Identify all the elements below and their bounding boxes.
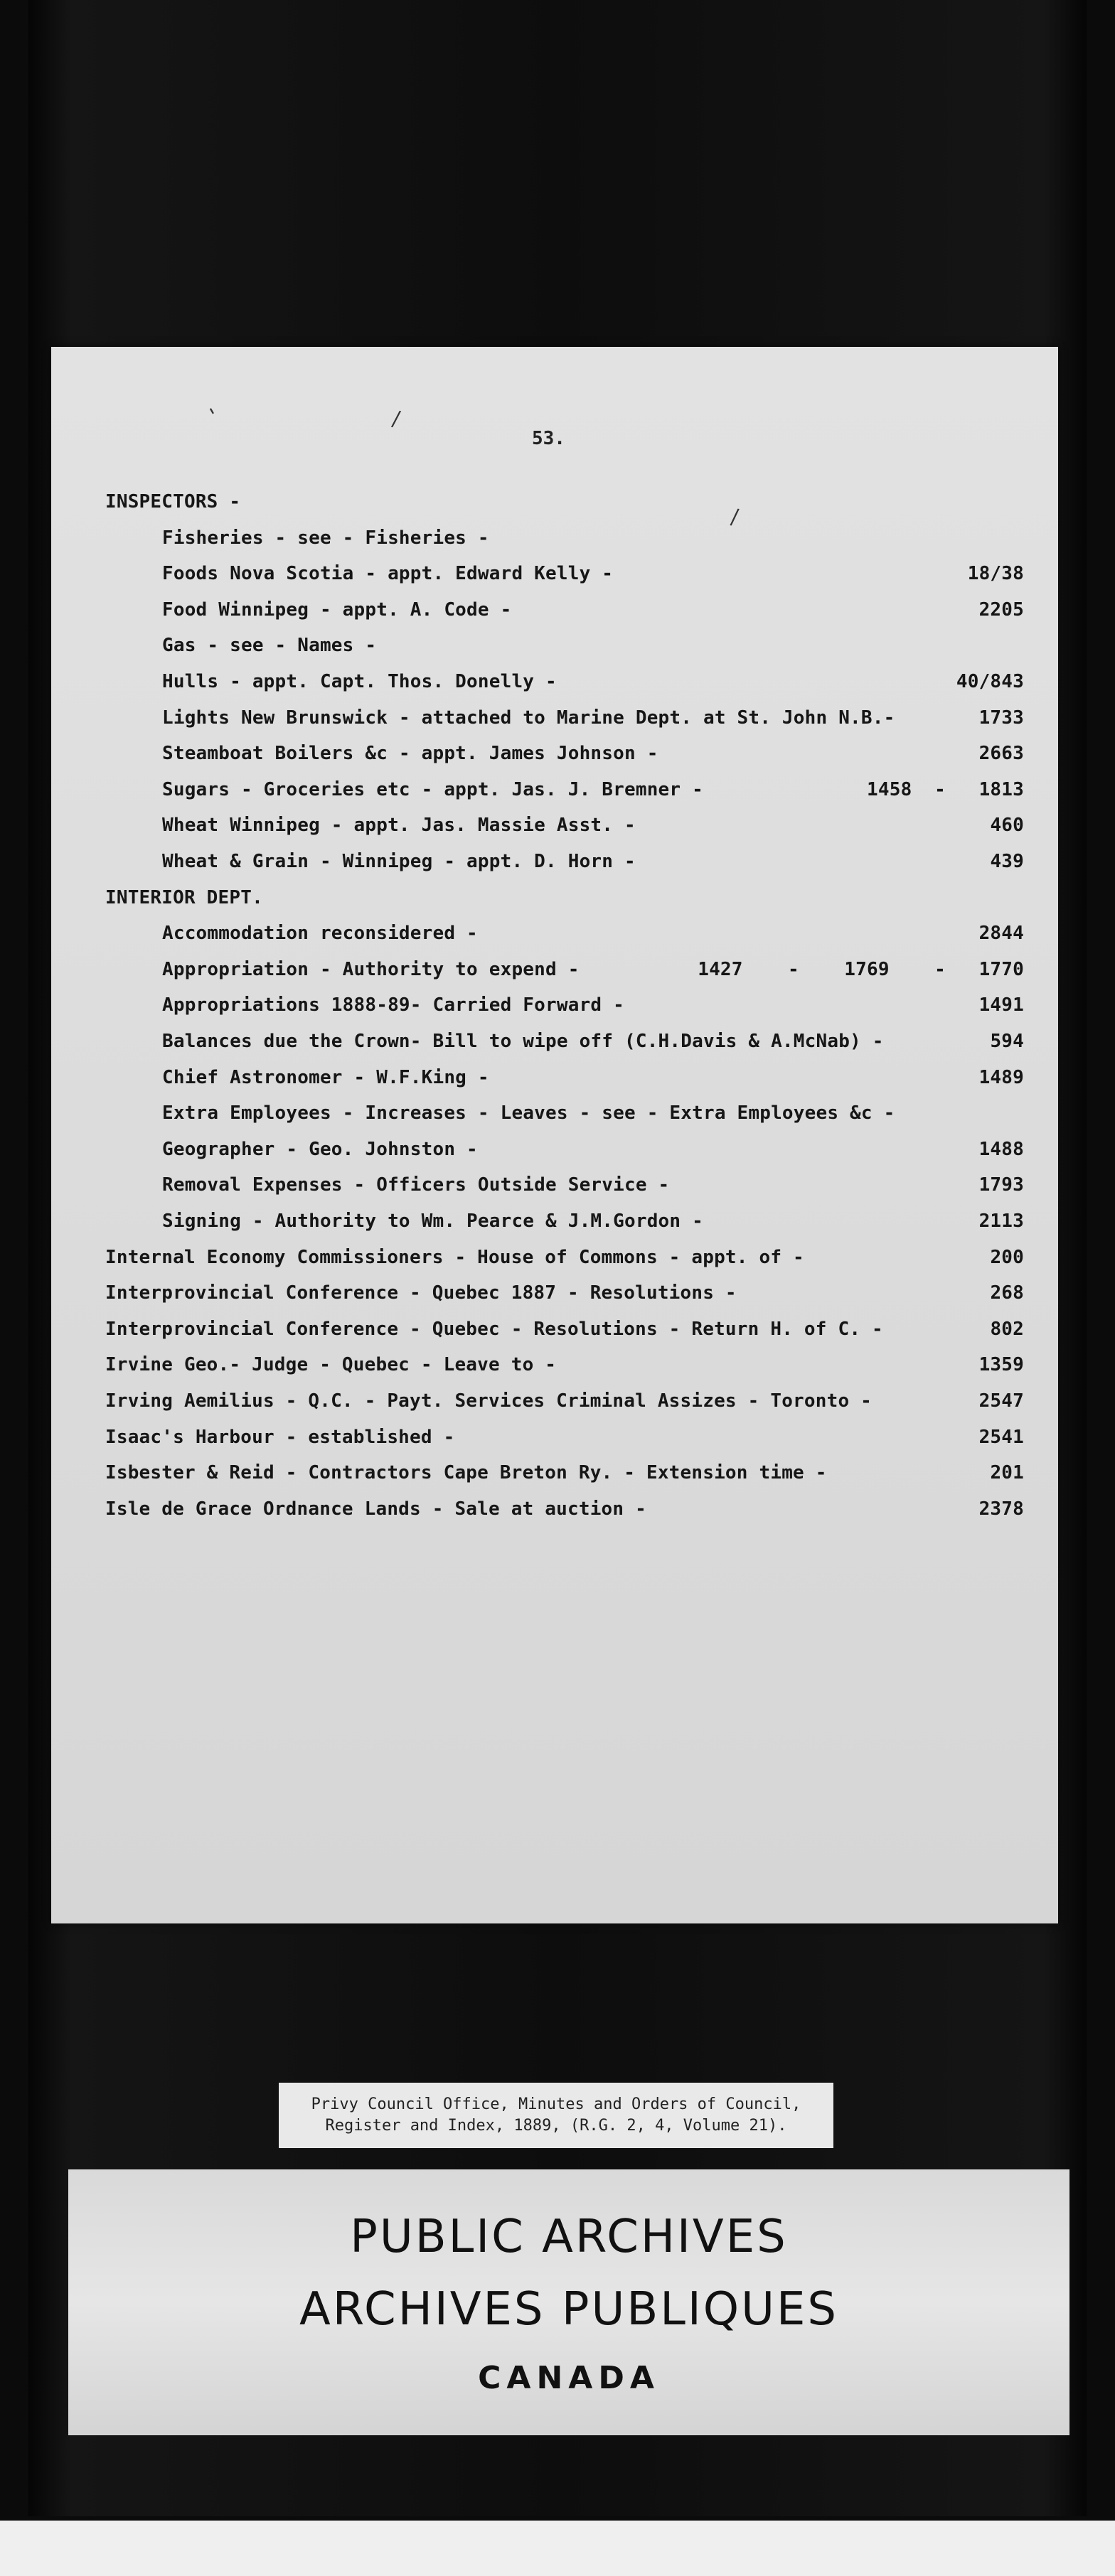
entry-text: Interprovincial Conference - Quebec 1887 - Resolutions - — [105, 1282, 737, 1304]
page-number: 53. — [532, 428, 565, 449]
entry-text: Isaac's Harbour - established - — [105, 1426, 455, 1448]
entry-text: Signing - Authority to Wm. Pearce & J.M.Gordon - — [162, 1211, 703, 1232]
entry-text: INTERIOR DEPT. — [105, 886, 263, 908]
entry-page-number: 200 — [990, 1246, 1024, 1268]
entry-page-number: 2205 — [978, 599, 1024, 621]
index-entry — [162, 1027, 1024, 1056]
entry-text: Extra Employees - Increases - Leaves - see - Extra Employees &c - — [162, 1102, 895, 1125]
entry-page-number: 40/843 — [956, 671, 1024, 692]
entry-page-number: 1491 — [978, 994, 1024, 1016]
entry-page-number: 1770 — [978, 958, 1024, 980]
pencil-mark: / — [390, 406, 402, 432]
index-entry — [162, 991, 1024, 1019]
bottom-strip — [0, 2521, 1115, 2576]
entry-page-number: 460 — [990, 815, 1024, 837]
entry-page-number: 439 — [990, 851, 1024, 872]
entry-text: Wheat Winnipeg - appt. Jas. Massie Asst. - — [162, 815, 636, 837]
entry-page-number: 2113 — [978, 1211, 1024, 1232]
index-entry — [162, 1099, 1024, 1127]
plaque-line-3: CANADA — [478, 2360, 660, 2396]
index-entry — [105, 1423, 1024, 1451]
entry-page-number: 1489 — [978, 1066, 1024, 1088]
entry-text: Wheat & Grain - Winnipeg - appt. D. Horn - — [162, 851, 636, 872]
caption-line-2: Register and Index, 1889, (R.G. 2, 4, Volume 21). — [325, 2117, 787, 2135]
entry-page-refs: 1458 - — [867, 778, 946, 800]
index-entry — [162, 739, 1024, 768]
entry-text: Internal Economy Commissioners - House of Commons - appt. of - — [105, 1246, 804, 1268]
index-entry — [162, 811, 1024, 839]
index-entry — [105, 1387, 1024, 1415]
entry-page-number: 2541 — [978, 1426, 1024, 1448]
entry-text: Chief Astronomer - W.F.King - — [162, 1066, 489, 1088]
index-entry — [105, 488, 1024, 516]
entry-text: Foods Nova Scotia - appt. Edward Kelly - — [162, 563, 614, 585]
index-entry — [105, 1315, 1024, 1343]
entry-text: Food Winnipeg - appt. A. Code - — [162, 599, 512, 621]
entry-page-number: 18/38 — [967, 563, 1024, 585]
entry-text: Lights New Brunswick - attached to Marine Dept. at St. John N.B.- — [162, 707, 895, 729]
entry-text: Isbester & Reid - Contractors Cape Breton Ry. - Extension time - — [105, 1462, 827, 1484]
index-entry — [162, 1135, 1024, 1164]
entry-text: Removal Expenses - Officers Outside Service - — [162, 1174, 670, 1196]
entry-page-number: 2378 — [978, 1498, 1024, 1520]
entry-text: Interprovincial Conference - Quebec - Resolutions - Return H. of C. - — [105, 1318, 883, 1340]
index-entry — [162, 1063, 1024, 1092]
entry-page-number: 2547 — [978, 1390, 1024, 1412]
entry-text: Accommodation reconsidered - — [162, 923, 478, 945]
archives-plaque — [68, 2169, 1069, 2435]
entry-page-number: 1813 — [978, 778, 1024, 800]
index-entry — [105, 1351, 1024, 1379]
entry-page-number: 802 — [990, 1318, 1024, 1340]
index-entry — [105, 1495, 1024, 1523]
index-entry — [162, 776, 1024, 804]
archive-caption — [279, 2083, 833, 2148]
entry-page-number: 2663 — [978, 743, 1024, 765]
index-entry — [162, 1207, 1024, 1235]
entry-text: Irvine Geo.- Judge - Quebec - Leave to - — [105, 1354, 557, 1376]
entry-text: Hulls - appt. Capt. Thos. Donelly - — [162, 671, 557, 692]
entry-page-number: 1733 — [978, 707, 1024, 729]
index-entry — [162, 1171, 1024, 1199]
entry-text: Sugars - Groceries etc - appt. Jas. J. Bremner - — [162, 778, 703, 800]
pencil-mark: / — [729, 504, 740, 530]
entry-page-number: 201 — [990, 1462, 1024, 1484]
entry-page-number: 1793 — [978, 1174, 1024, 1196]
entry-text: Irving Aemilius - Q.C. - Payt. Services Criminal Assizes - Toronto - — [105, 1390, 873, 1412]
caption-line-1: Privy Council Office, Minutes and Orders of Council, — [311, 2095, 801, 2113]
index-entry — [162, 919, 1024, 948]
entry-page-number: 1488 — [978, 1138, 1024, 1160]
entry-page-number: 1359 — [978, 1354, 1024, 1376]
index-entry — [162, 667, 1024, 696]
entry-text: Appropriation - Authority to expend - — [162, 958, 580, 980]
entry-page-number: 2844 — [978, 923, 1024, 945]
index-entry — [162, 631, 1024, 660]
index-entry — [105, 884, 1024, 912]
entry-text: Geographer - Geo. Johnston - — [162, 1138, 478, 1160]
index-entry — [105, 1279, 1024, 1307]
entry-page-refs: 1427 - 1769 - — [698, 958, 946, 980]
pencil-mark: ' — [206, 404, 224, 429]
index-entry — [162, 596, 1024, 624]
index-entry — [105, 1243, 1024, 1272]
plaque-line-1: PUBLIC ARCHIVES — [350, 2211, 788, 2263]
index-entry — [162, 559, 1024, 588]
index-entry — [162, 524, 1024, 552]
entry-text: Steamboat Boilers &c - appt. James Johnson - — [162, 743, 658, 765]
entry-page-number: 594 — [990, 1031, 1024, 1052]
entry-text: INSPECTORS - — [105, 491, 241, 512]
index-entry — [162, 847, 1024, 876]
entry-text: Gas - see - Names - — [162, 635, 377, 657]
entry-text: Isle de Grace Ordnance Lands - Sale at auction - — [105, 1498, 646, 1520]
entry-text: Balances due the Crown- Bill to wipe off (C.H.Davis & A.McNab) - — [162, 1031, 884, 1052]
entry-text: Fisheries - see - Fisheries - — [162, 527, 489, 549]
index-entry — [162, 955, 1024, 984]
entry-text: Appropriations 1888-89- Carried Forward - — [162, 994, 624, 1016]
plaque-line-2: ARCHIVES PUBLIQUES — [299, 2283, 839, 2336]
index-entry — [105, 1459, 1024, 1487]
entry-page-number: 268 — [990, 1282, 1024, 1304]
index-entry — [162, 704, 1024, 732]
